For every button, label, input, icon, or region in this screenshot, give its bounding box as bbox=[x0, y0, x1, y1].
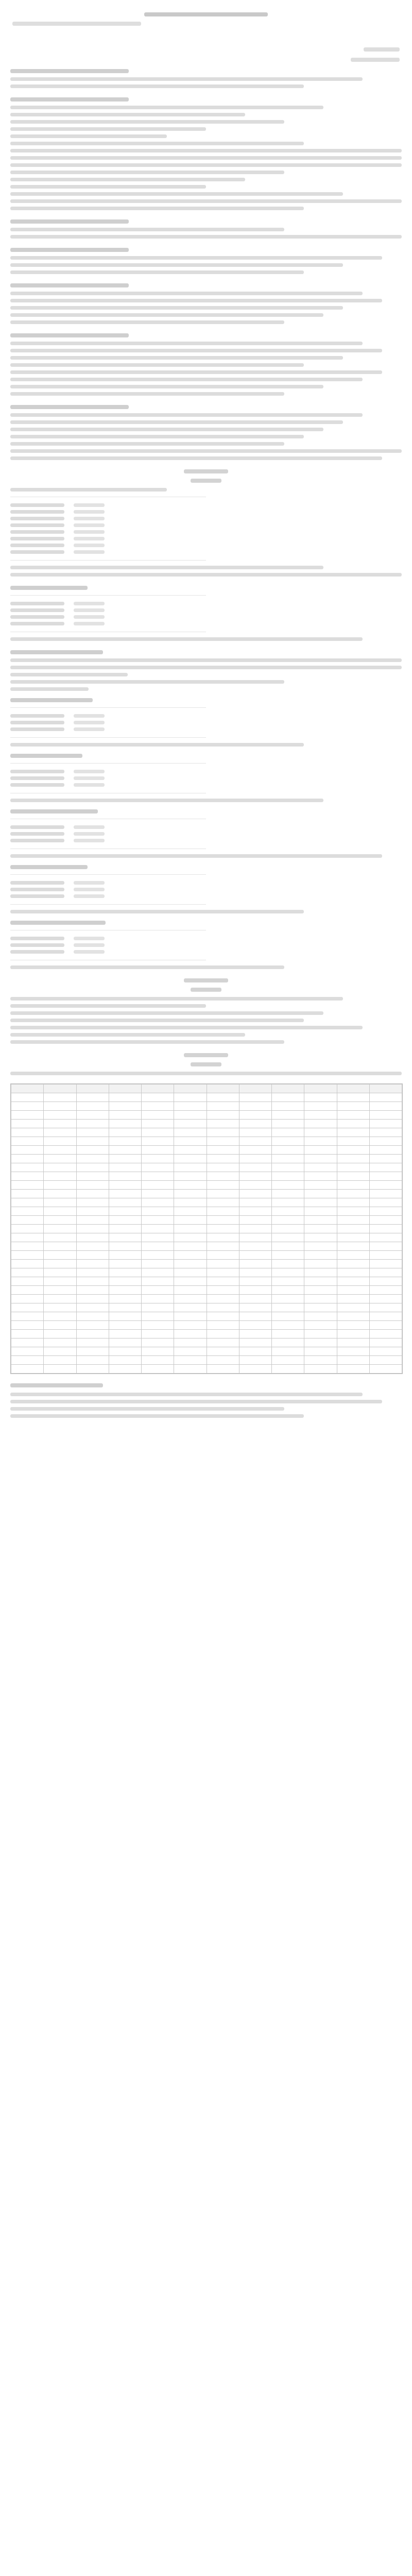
formula-block bbox=[10, 930, 206, 960]
formula-row bbox=[10, 776, 206, 780]
section-6-line bbox=[10, 342, 363, 345]
table-header-cell bbox=[11, 1084, 44, 1093]
table-row bbox=[11, 1155, 402, 1163]
section-2-line bbox=[10, 207, 304, 210]
formula-row bbox=[10, 622, 206, 625]
table-header-cell bbox=[76, 1084, 109, 1093]
section-5-line bbox=[10, 313, 323, 317]
formula-row bbox=[10, 937, 206, 940]
annex-a-line bbox=[10, 680, 284, 684]
section-2-line bbox=[10, 149, 402, 152]
formula-row bbox=[10, 721, 206, 724]
annex-b-line bbox=[10, 1026, 363, 1029]
section-2-line bbox=[10, 185, 206, 189]
formula-row bbox=[10, 832, 206, 836]
table-row bbox=[11, 1093, 402, 1102]
table-row bbox=[11, 1251, 402, 1260]
section-2-line bbox=[10, 106, 323, 109]
annex-b-line bbox=[10, 1019, 304, 1022]
section-7 bbox=[10, 405, 402, 460]
annex-b-line bbox=[10, 1033, 245, 1037]
section-3-title bbox=[10, 219, 129, 224]
annex-a-line bbox=[10, 666, 402, 669]
table-caption bbox=[10, 1072, 402, 1075]
annex-a-line bbox=[10, 658, 402, 662]
section-1 bbox=[10, 69, 402, 88]
annex-b-subtitle bbox=[191, 988, 221, 992]
section-7-line bbox=[10, 456, 382, 460]
formula-row bbox=[10, 523, 206, 527]
subsection-title bbox=[10, 650, 103, 654]
annex-a-line bbox=[10, 910, 304, 913]
section-4-line bbox=[10, 263, 343, 267]
table-row bbox=[11, 1268, 402, 1277]
table-subtitle bbox=[191, 1062, 221, 1066]
annex-a-line bbox=[10, 799, 323, 802]
formula-row bbox=[10, 510, 206, 514]
annex-a-line bbox=[10, 854, 382, 858]
formula-row bbox=[10, 550, 206, 554]
annex-a-line bbox=[10, 573, 402, 577]
formula-row bbox=[10, 615, 206, 619]
table-row bbox=[11, 1242, 402, 1251]
section-2-title bbox=[10, 97, 129, 101]
footer-note-line bbox=[10, 1407, 284, 1411]
annex-b-line bbox=[10, 1040, 284, 1044]
subsection-title bbox=[10, 921, 106, 925]
table-row bbox=[11, 1137, 402, 1146]
table-row bbox=[11, 1286, 402, 1295]
formula-row bbox=[10, 888, 206, 891]
annex-a-line bbox=[10, 965, 284, 969]
section-7-line bbox=[10, 420, 343, 424]
table-header-cell bbox=[174, 1084, 207, 1093]
section-7-line bbox=[10, 442, 284, 446]
section-6-line bbox=[10, 385, 323, 388]
section-3-line bbox=[10, 228, 284, 231]
subsection-title bbox=[10, 586, 88, 590]
section-6-line bbox=[10, 378, 363, 381]
footer-note-line bbox=[10, 1414, 304, 1418]
section-6-title bbox=[10, 333, 129, 337]
table-section bbox=[10, 1053, 402, 1374]
section-5-line bbox=[10, 320, 284, 324]
section-2-line bbox=[10, 199, 402, 203]
section-2-line bbox=[10, 142, 304, 145]
formula-block bbox=[10, 707, 206, 738]
table-header-cell bbox=[109, 1084, 141, 1093]
section-5-line bbox=[10, 306, 343, 310]
table-row bbox=[11, 1198, 402, 1207]
document-content bbox=[10, 62, 402, 1427]
section-4-line bbox=[10, 256, 382, 260]
annex-a-line bbox=[10, 488, 167, 492]
section-7-line bbox=[10, 413, 363, 417]
document-number bbox=[364, 47, 400, 52]
section-4-title bbox=[10, 248, 129, 252]
formula-row bbox=[10, 503, 206, 507]
formula-row bbox=[10, 894, 206, 898]
formula-block bbox=[10, 763, 206, 793]
section-4 bbox=[10, 248, 402, 274]
document-title bbox=[0, 12, 412, 19]
table-row bbox=[11, 1356, 402, 1365]
section-6-line bbox=[10, 370, 382, 374]
table-header-row bbox=[11, 1084, 402, 1093]
section-1-line bbox=[10, 77, 363, 81]
table-row bbox=[11, 1190, 402, 1198]
table-header-cell bbox=[272, 1084, 304, 1093]
table-row bbox=[11, 1321, 402, 1330]
subsection-title bbox=[10, 865, 88, 869]
section-3-line bbox=[10, 235, 402, 239]
formula-row bbox=[10, 537, 206, 540]
annex-a-subtitle bbox=[191, 479, 221, 483]
table-row bbox=[11, 1102, 402, 1111]
formula-row bbox=[10, 950, 206, 954]
table-row bbox=[11, 1338, 402, 1347]
table-header-cell bbox=[337, 1084, 369, 1093]
section-2-line bbox=[10, 171, 284, 174]
replaces-note bbox=[351, 58, 400, 62]
section-7-title bbox=[10, 405, 129, 409]
annex-a-title bbox=[184, 469, 228, 473]
section-5 bbox=[10, 283, 402, 324]
section-6 bbox=[10, 333, 402, 396]
formula-block bbox=[10, 874, 206, 905]
table-header-cell bbox=[239, 1084, 271, 1093]
annex-b-line bbox=[10, 1011, 323, 1015]
section-2-line bbox=[10, 127, 206, 131]
table-header-cell bbox=[142, 1084, 174, 1093]
subsection-title bbox=[10, 809, 98, 814]
table-row bbox=[11, 1120, 402, 1128]
annex-a bbox=[10, 469, 402, 577]
formula-row bbox=[10, 544, 206, 547]
footer-note-title bbox=[10, 1383, 103, 1387]
annex-b-line bbox=[10, 997, 343, 1001]
subsection-title bbox=[10, 698, 93, 702]
footer-note-line bbox=[10, 1400, 382, 1403]
table-row bbox=[11, 1277, 402, 1286]
section-1-title bbox=[10, 69, 129, 73]
formula-row bbox=[10, 825, 206, 829]
subsection-title bbox=[10, 754, 82, 758]
section-2-line bbox=[10, 120, 284, 124]
table-row bbox=[11, 1260, 402, 1268]
table-row bbox=[11, 1365, 402, 1374]
table-row bbox=[11, 1303, 402, 1312]
mpn-table-grid bbox=[11, 1084, 402, 1374]
annex-a-line bbox=[10, 673, 128, 676]
section-6-line bbox=[10, 363, 304, 367]
section-5-line bbox=[10, 292, 363, 295]
section-2 bbox=[10, 97, 402, 210]
annex-a-line bbox=[10, 566, 323, 569]
formula-row bbox=[10, 602, 206, 605]
section-7-line bbox=[10, 449, 402, 453]
section-7-line bbox=[10, 428, 323, 431]
formula-row bbox=[10, 839, 206, 842]
formula-row bbox=[10, 881, 206, 885]
document-subtitle bbox=[12, 22, 141, 26]
table-row bbox=[11, 1347, 402, 1356]
table-row bbox=[11, 1295, 402, 1303]
formula-row bbox=[10, 517, 206, 520]
table-header-cell bbox=[207, 1084, 239, 1093]
formula-block bbox=[10, 497, 206, 561]
table-row bbox=[11, 1233, 402, 1242]
formula-row bbox=[10, 530, 206, 534]
document-title-bar bbox=[144, 12, 268, 16]
table-row bbox=[11, 1216, 402, 1225]
table-row bbox=[11, 1181, 402, 1190]
formula-block bbox=[10, 819, 206, 849]
section-6-line bbox=[10, 356, 343, 360]
formula-row bbox=[10, 943, 206, 947]
section-2-line bbox=[10, 178, 245, 181]
section-5-title bbox=[10, 283, 129, 287]
table-header-cell bbox=[369, 1084, 402, 1093]
watermark-logo bbox=[160, 30, 247, 47]
formula-row bbox=[10, 783, 206, 787]
table-row bbox=[11, 1172, 402, 1181]
table-header-cell bbox=[44, 1084, 76, 1093]
formula-row bbox=[10, 770, 206, 773]
section-2-line bbox=[10, 156, 402, 160]
section-3 bbox=[10, 219, 402, 239]
table-row bbox=[11, 1312, 402, 1321]
formula-row bbox=[10, 608, 206, 612]
section-7-line bbox=[10, 435, 304, 438]
annex-a-sections bbox=[10, 650, 402, 969]
formula-block bbox=[10, 595, 206, 632]
table-row bbox=[11, 1111, 402, 1120]
section-5-line bbox=[10, 299, 382, 302]
table-row bbox=[11, 1163, 402, 1172]
table-row bbox=[11, 1146, 402, 1155]
annex-a-preparation bbox=[10, 586, 402, 641]
annex-b-line bbox=[10, 1004, 206, 1008]
table-header-cell bbox=[304, 1084, 337, 1093]
section-2-line bbox=[10, 163, 402, 167]
footer-note-line bbox=[10, 1393, 363, 1396]
section-2-line bbox=[10, 192, 343, 196]
mpn-table bbox=[10, 1083, 403, 1374]
table-title bbox=[184, 1053, 228, 1057]
table-row bbox=[11, 1330, 402, 1338]
section-6-line bbox=[10, 392, 284, 396]
annex-a-line bbox=[10, 637, 363, 641]
formula-row bbox=[10, 727, 206, 731]
footer-note bbox=[10, 1383, 402, 1418]
section-2-line bbox=[10, 134, 167, 138]
formula-row bbox=[10, 714, 206, 718]
section-2-line bbox=[10, 113, 245, 116]
table-row bbox=[11, 1128, 402, 1137]
annex-a-line bbox=[10, 687, 89, 691]
annex-a-line bbox=[10, 743, 304, 747]
section-1-line bbox=[10, 84, 304, 88]
annex-b-title bbox=[184, 978, 228, 982]
table-row bbox=[11, 1225, 402, 1233]
annex-b bbox=[10, 978, 402, 1044]
section-6-line bbox=[10, 349, 382, 352]
table-row bbox=[11, 1207, 402, 1216]
section-4-line bbox=[10, 270, 304, 274]
